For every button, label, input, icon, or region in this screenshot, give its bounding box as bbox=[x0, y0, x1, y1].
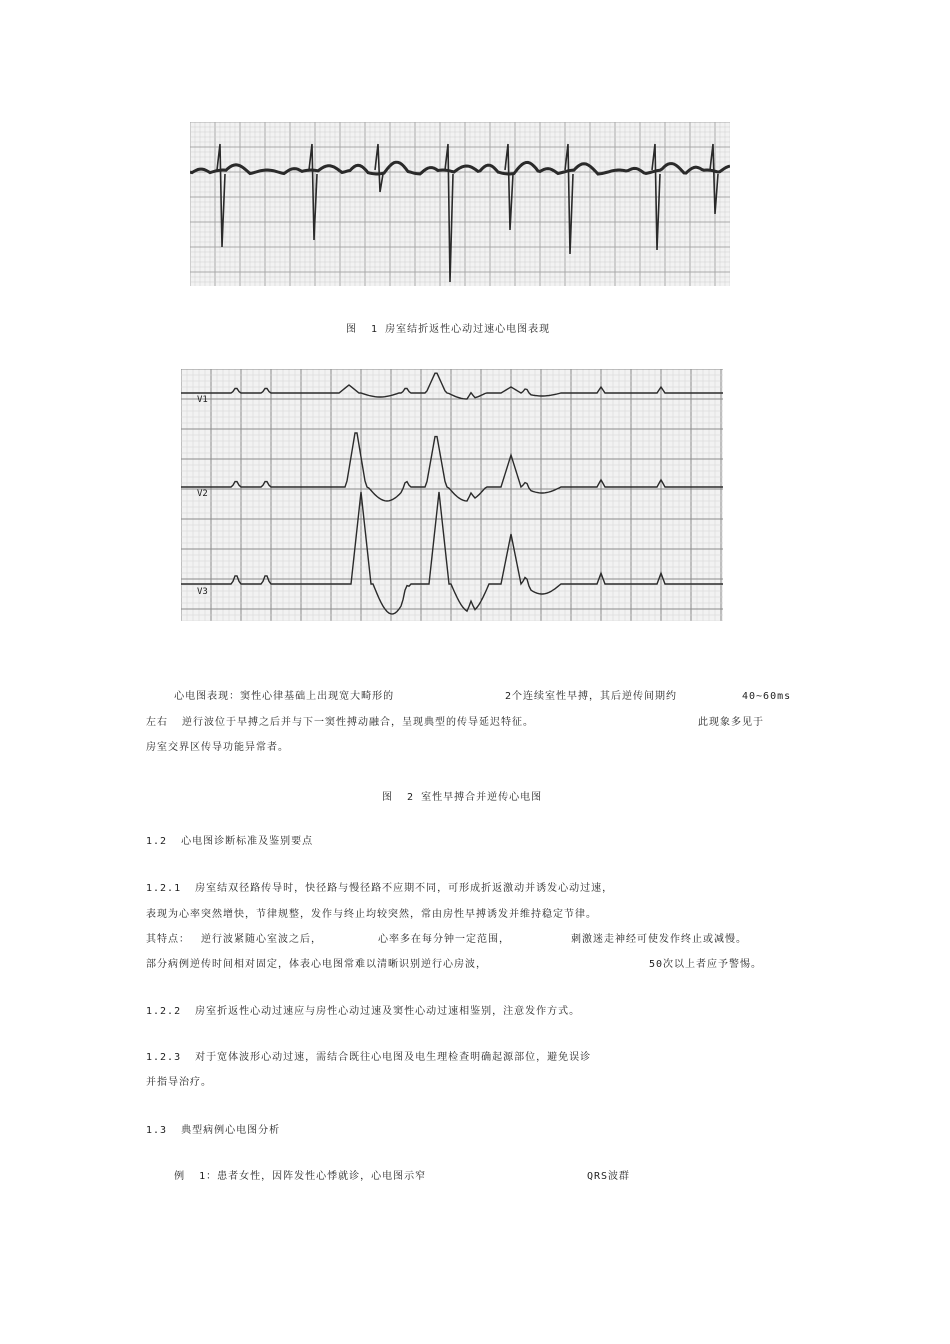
ecg-lead-trace-3 bbox=[181, 492, 723, 614]
section-1-2-1-line-3c: 心率多在每分钟一定范围， bbox=[378, 934, 510, 945]
ecg-lead-trace-1 bbox=[181, 373, 723, 399]
figure-2-caption: 图 2 室性早搏合并逆传心电图 bbox=[382, 792, 543, 803]
qrs-complex bbox=[217, 144, 225, 247]
section-1-2-1-line-3b: 逆行波紧随心室波之后， bbox=[201, 934, 322, 945]
qrs-complex bbox=[710, 144, 718, 214]
paragraph-1-line-1b: 2个连续室性早搏，其后逆传间期约 bbox=[505, 691, 678, 702]
figure-1-caption: 图 1 房室结折返性心动过速心电图表现 bbox=[346, 324, 551, 335]
figure-1-ecg-graphic bbox=[190, 122, 730, 286]
section-1-2-1-line-1: 1.2.1 房室结双径路传导时，快径路与慢径路不应期不同，可形成折返激动并诱发心动过速， bbox=[146, 883, 614, 894]
paragraph-1-line-1c: 40~60ms bbox=[742, 691, 792, 702]
ecg-lead-trace-2 bbox=[181, 433, 723, 501]
section-1-2-3-line-2: 并指导治疗。 bbox=[146, 1077, 212, 1088]
paragraph-1-line-3: 房室交界区传导功能异常者。 bbox=[146, 742, 289, 753]
paragraph-last-line-1a: 例 1：患者女性，因阵发性心悸就诊，心电图示窄 bbox=[146, 1171, 427, 1182]
lead-label-v3: V3 bbox=[197, 587, 208, 597]
section-1-2-3-line-1: 1.2.3 对于宽体波形心动过速，需结合既往心电图及电生理检查明确起源部位，避免误诊 bbox=[146, 1052, 592, 1063]
section-1-2-1-line-3a: 其特点： bbox=[146, 934, 190, 945]
section-1-2-title: 1.2 心电图诊断标准及鉴别要点 bbox=[146, 836, 314, 847]
paragraph-last-line-1b: QRS波群 bbox=[587, 1171, 631, 1182]
section-1-2-1-line-4b: 50次以上者应予警惕。 bbox=[649, 959, 763, 970]
section-1-2-1-line-2: 表现为心率突然增快，节律规整，发作与终止均较突然，常由房性早搏诱发并维持稳定节律。 bbox=[146, 909, 597, 920]
lead-label-v1: V1 bbox=[197, 395, 208, 405]
paragraph-1-line-1a: 心电图表现：窦性心律基础上出现宽大畸形的 bbox=[146, 691, 395, 702]
paragraph-1-line-2a: 左右 逆行波位于早搏之后并与下一窦性搏动融合，呈现典型的传导延迟特征。 bbox=[146, 717, 535, 728]
section-1-2-1-line-3d: 刺激迷走神经可使发作终止或减慢。 bbox=[571, 934, 747, 945]
qrs-complex bbox=[375, 144, 383, 192]
ecg-grid bbox=[190, 122, 730, 286]
figure-2-ecg-graphic bbox=[181, 369, 723, 621]
figure-2-ecg bbox=[181, 369, 723, 621]
section-1-2-1-line-4a: 部分病例逆传时间相对固定，体表心电图常难以清晰识别逆行心房波， bbox=[146, 959, 487, 970]
section-1-2-2-line-1: 1.2.2 房室折返性心动过速应与房性心动过速及窦性心动过速相鉴别，注意发作方式。 bbox=[146, 1006, 581, 1017]
qrs-complex bbox=[565, 144, 573, 254]
figure-1-ecg bbox=[190, 122, 730, 286]
lead-label-v2: V2 bbox=[197, 489, 208, 499]
qrs-complex bbox=[445, 144, 453, 282]
paragraph-1-line-2b: 此现象多见于 bbox=[698, 717, 764, 728]
section-1-3-title: 1.3 典型病例心电图分析 bbox=[146, 1125, 281, 1136]
